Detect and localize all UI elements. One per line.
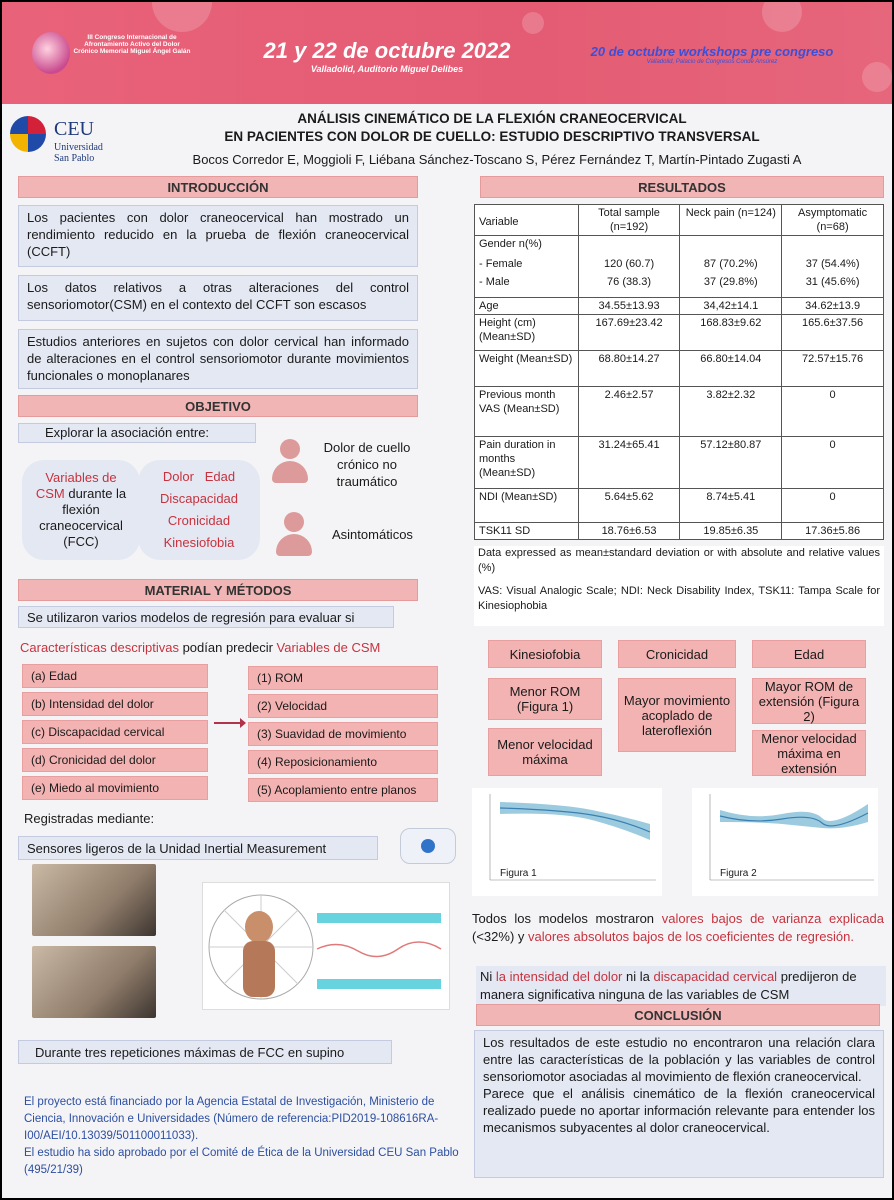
poster-title: ANÁLISIS CINEMÁTICO DE LA FLEXIÓN CRANEOCERVICAL EN PACIENTES CON DOLOR DE CUELLO: ESTUDIO DESCRIPTIVO TRANSVERSAL <box>224 111 760 144</box>
figure-1-plot <box>472 788 662 896</box>
figure-1-caption: Figura 1 <box>500 868 537 879</box>
arrow-right-icon <box>212 716 246 730</box>
predictor-item: (a) Edad <box>22 664 208 688</box>
kinesiofobia-header: Kinesiofobia <box>488 640 602 668</box>
funding-footer: El proyecto está financiado por la Agencia Estatal de Investigación, Ministerio de Ciencia, Innovación e Universidades (Número de referencia:PID2019-108616RA-I00/AEI/10.13039/501100011033). El estudio ha sido aprobado por el Comité de Ética de la Universidad CEU San Pablo (495/21/39) <box>24 1096 459 1176</box>
predictor-item: (d) Cronicidad del dolor <box>22 748 208 772</box>
table-row: NDI (Mean±SD) 5.64±5.62 8.74±5.41 0 <box>475 489 884 523</box>
edad-finding-1: Mayor ROM de extensión (Figura 2) <box>752 678 866 724</box>
table-row: Age 34.55±13.93 34,42±14.1 34.62±13.9 <box>475 298 884 315</box>
section-conclusion: CONCLUSIÓN <box>476 1004 880 1026</box>
csm-variable-item: (4) Reposicionamiento <box>248 750 438 774</box>
section-objetivo: OBJETIVO <box>18 395 418 417</box>
predictors-summary: Ni la intensidad del dolor ni la discapacidad cervical predijeron de manera significativa ninguna de las variables de CSM <box>476 966 886 1006</box>
poster <box>2 2 892 1198</box>
csm-variables-box: Variables de CSM durante la flexión craneocervical (FCC) <box>22 460 140 560</box>
predictor-item: (c) Discapacidad cervical <box>22 720 208 744</box>
workshops-date: 20 de octubre workshops pre congreso <box>590 44 834 59</box>
figure-2 <box>692 788 878 896</box>
group-asymptomatic: Asintomáticos <box>332 527 413 542</box>
kinesiofobia-finding-2: Menor velocidad máxima <box>488 728 602 776</box>
conference-banner <box>2 2 892 104</box>
table-note-2: VAS: Visual Analogic Scale; NDI: Neck Disability Index, TSK11: Tampa Scale for Kinesiophobia <box>474 580 884 626</box>
table-row: TSK11 SD 18.76±6.53 19.85±6.35 17.36±5.86 <box>475 523 884 540</box>
ceu-cross-icon <box>10 116 46 152</box>
conclusion-text: Los resultados de este estudio no encontraron una relación clara entre las características de la población y las variables de control sensoriomotor asociadas al movimiento de flexión craneocervical. Parece que el análisis cinemático de la flexión craneocervical realizado puede no aportar información relevante para entender los mecanismos subyacentes al dolor craneocervical. <box>474 1030 884 1178</box>
authors: Bocos Corredor E, Moggioli F, Liébana Sánchez-Toscano S, Pérez Fernández T, Martín-Pintado Zugasti A <box>192 152 802 167</box>
table-header-row: Variable Total sample (n=192) Neck pain (n=124) Asymptomatic (n=68) <box>475 205 884 236</box>
csm-variable-item: (2) Velocidad <box>248 694 438 718</box>
event-date: 21 y 22 de octubre 2022 <box>263 38 511 63</box>
software-visualization <box>203 883 449 1009</box>
person-icon <box>272 512 316 556</box>
congress-logo <box>32 32 70 74</box>
person-icon <box>268 439 312 483</box>
section-resultados: RESULTADOS <box>480 176 884 198</box>
congress-name: III Congreso Internacional de Afrontamiento Activo del Dolor Crónico Memorial Miguel Ángel Galán <box>73 34 191 55</box>
predictor-item: (e) Miedo al movimiento <box>22 776 208 800</box>
edad-header: Edad <box>752 640 866 668</box>
models-summary: Todos los modelos mostraron valores bajos de varianza explicada (<32%) y valores absolutos bajos de los coeficientes de regresión. <box>472 911 884 944</box>
patient-photo-1 <box>32 864 156 936</box>
table-row: Previous month VAS (Mean±SD) 2.46±2.57 3.82±2.32 0 <box>475 387 884 437</box>
workshops-venue: Valladolid, Palacio de Congresos Conde Ansúrez <box>646 59 778 65</box>
figure-2-plot <box>692 788 878 896</box>
predictor-item: (b) Intensidad del dolor <box>22 692 208 716</box>
table-row: Weight (Mean±SD) 68.80±14.27 66.80±14.04 72.57±15.76 <box>475 351 884 387</box>
intro-paragraph-2: Los datos relativos a otras alteraciones del control sensoriomotor(CSM) en el contexto del CCFT son escasos <box>18 275 418 321</box>
sensors-description: Sensores ligeros de la Unidad Inertial Measurement <box>18 836 378 860</box>
figure-1 <box>472 788 662 896</box>
patient-photo-2 <box>32 946 156 1018</box>
software-screenshot <box>202 882 450 1010</box>
university-logo: CEU Universidad San Pablo <box>10 114 130 168</box>
regression-question: Características descriptivas podían predecir Variables de CSM <box>20 640 381 655</box>
objetivo-lead: Explorar la asociación entre: <box>18 423 256 443</box>
group-neck-pain: Dolor de cuello crónico no traumático <box>323 440 411 489</box>
event-venue: Valladolid, Auditorio Miguel Delibes <box>310 64 464 74</box>
cronicidad-finding: Mayor movimiento acoplado de lateroflexión <box>618 678 736 752</box>
section-material-metodos: MATERIAL Y MÉTODOS <box>18 579 418 601</box>
csm-variable-item: (5) Acoplamiento entre planos <box>248 778 438 802</box>
registered-label: Registradas mediante: <box>24 811 155 826</box>
table-row: Gender n(%) - Female - Male 120 (60.7) 76 (38.3) 87 (70.2%) 37 (29.8%) 37 (54.4%) 31 (45.6%) <box>475 236 884 298</box>
regression-description: Se utilizaron varios modelos de regresión para evaluar si <box>18 606 394 628</box>
figure-2-caption: Figura 2 <box>720 868 757 879</box>
section-introduccion: INTRODUCCIÓN <box>18 176 418 198</box>
intro-paragraph-1: Los pacientes con dolor craneocervical han mostrado un rendimiento reducido en la prueba de flexión craneocervical (CCFT) <box>18 205 418 267</box>
edad-finding-2: Menor velocidad máxima en extensión <box>752 730 866 776</box>
csm-variable-item: (1) ROM <box>248 666 438 690</box>
imu-sensor-image <box>400 828 456 864</box>
csm-variable-item: (3) Suavidad de movimiento <box>248 722 438 746</box>
table-row: Height (cm) (Mean±SD) 167.69±23.42 168.83±9.62 165.6±37.56 <box>475 315 884 351</box>
cronicidad-header: Cronicidad <box>618 640 736 668</box>
table-row: Pain duration in months (Mean±SD) 31.24±65.41 57.12±80.87 0 <box>475 437 884 489</box>
repetitions-description: Durante tres repeticiones máximas de FCC en supino <box>18 1040 392 1064</box>
results-table <box>474 204 884 540</box>
table-note-1: Data expressed as mean±standard deviation or with absolute and relative values (%) <box>474 546 884 580</box>
kinesiofobia-finding-1: Menor ROM (Figura 1) <box>488 678 602 720</box>
intro-paragraph-3: Estudios anteriores en sujetos con dolor cervical han informado de alteraciones en el control sensoriomotor durante movimientos funcionales o monoplanares <box>18 329 418 389</box>
predictor-variables-box: Dolor Edad Discapacidad Cronicidad Kinesiofobia <box>138 460 260 560</box>
